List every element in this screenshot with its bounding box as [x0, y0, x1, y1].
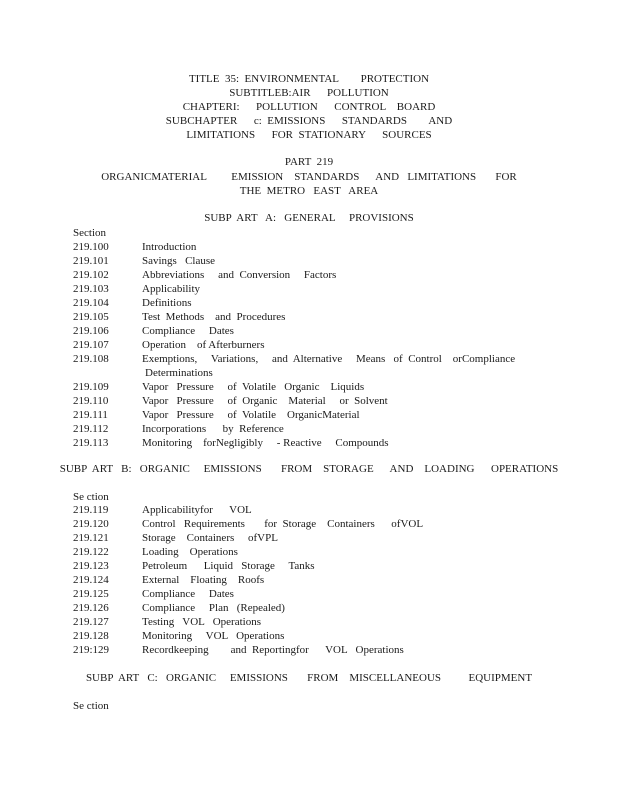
section-entry	[73, 422, 593, 436]
subtitle-line: SUBTITLEB:AIR POLLUTION	[229, 87, 389, 99]
section-number: 219.111	[73, 409, 108, 421]
subpart-a-heading: SUBP ART A: GENERAL PROVISIONS	[204, 212, 414, 224]
section-entry	[73, 408, 593, 422]
subpart-b-heading: SUBP ART B: ORGANIC EMISSIONS FROM STORAGE AND LOADING OPERATIONS	[59, 463, 559, 475]
section-title: Test Methods and Procedures	[142, 311, 286, 323]
section-number: 219.105	[73, 311, 109, 323]
section-number: 219.128	[73, 630, 109, 642]
section-title: Compliance Plan (Repealed)	[142, 602, 285, 614]
section-number: 219.107	[73, 339, 109, 351]
section-number: 219.113	[73, 437, 109, 449]
section-number: 219.124	[73, 574, 109, 586]
section-number: 219.120	[73, 518, 109, 530]
section-entry	[73, 282, 593, 296]
section-title: Incorporations by Reference	[142, 423, 284, 435]
section-entry	[73, 615, 593, 629]
subpart-c-heading: SUBP ART C: ORGANIC EMISSIONS FROM MISCELLANEOUS EQUIPMENT	[85, 672, 533, 684]
section-entry	[73, 643, 593, 657]
section-entry	[73, 573, 593, 587]
section-entry	[73, 629, 593, 643]
section-entry	[73, 254, 593, 268]
section-title: Testing VOL Operations	[142, 616, 261, 628]
section-entry	[73, 545, 593, 559]
part-title-line-2: THE METRO EAST AREA	[239, 185, 379, 197]
title-line: TITLE 35: ENVIRONMENTAL PROTECTION	[188, 73, 430, 85]
section-entry	[73, 338, 593, 352]
section-number: 219.127	[73, 616, 109, 628]
section-title: Compliance Dates	[142, 588, 234, 600]
section-number: 219.121	[73, 532, 109, 544]
section-number: 219.123	[73, 560, 109, 572]
section-title: Exemptions, Variations, and Alternative Means of Control orCompliance	[142, 353, 516, 365]
section-entry	[73, 296, 593, 310]
section-entry	[73, 310, 593, 324]
section-number: 219.112	[73, 423, 109, 435]
section-entry	[73, 531, 593, 545]
section-title: Vapor Pressure of Volatile Organic Liquids	[142, 381, 365, 393]
section-title: Recordkeeping and Reportingfor VOL Operations	[142, 644, 404, 656]
section-title-continued: Determinations	[145, 367, 213, 379]
section-number: 219.125	[73, 588, 109, 600]
section-entry	[73, 517, 593, 531]
section-entry	[73, 394, 593, 408]
section-title: Definitions	[142, 297, 192, 309]
section-number: 219:129	[73, 644, 110, 656]
section-entry	[73, 559, 593, 573]
section-entry	[73, 324, 593, 338]
section-number: 219.122	[73, 546, 109, 558]
section-number: 219.103	[73, 283, 109, 295]
section-number: 219.106	[73, 325, 109, 337]
section-title: Savings Clause	[142, 255, 216, 267]
section-title: Applicabilityfor VOL	[142, 504, 252, 516]
section-title: Applicability	[142, 283, 201, 295]
section-title: Vapor Pressure of Volatile OrganicMaterial	[142, 409, 360, 421]
section-title: Abbreviations and Conversion Factors	[142, 269, 337, 281]
section-label: Se ction	[73, 700, 109, 712]
section-entry	[73, 380, 593, 394]
section-title: Monitoring VOL Operations	[142, 630, 285, 642]
section-title: Introduction	[142, 241, 197, 253]
section-title: Vapor Pressure of Organic Material or Solvent	[142, 395, 388, 407]
section-number: 219.109	[73, 381, 109, 393]
section-number: 219.119	[73, 504, 109, 516]
section-number: 219.102	[73, 269, 109, 281]
section-number: 219.101	[73, 255, 109, 267]
section-label: Se ction	[73, 491, 109, 503]
section-title: Loading Operations	[142, 546, 238, 558]
section-title: Operation of Afterburners	[142, 339, 265, 351]
section-entry	[73, 503, 593, 517]
section-number: 219.126	[73, 602, 109, 614]
section-title: Compliance Dates	[142, 325, 234, 337]
section-number: 219.108	[73, 353, 109, 365]
section-entry	[73, 587, 593, 601]
section-title: Petroleum Liquid Storage Tanks	[142, 560, 315, 572]
section-title: Storage Containers ofVPL	[142, 532, 278, 544]
section-entry	[73, 352, 593, 379]
subchapter-line-2: LIMITATIONS FOR STATIONARY SOURCES	[186, 129, 432, 141]
section-title: Control Requirements for Storage Containers ofVOL	[142, 518, 424, 530]
section-entry	[73, 268, 593, 282]
part-title-line-1: ORGANICMATERIAL EMISSION STANDARDS AND LIMITATIONS FOR	[101, 171, 517, 183]
section-title: External Floating Roofs	[142, 574, 265, 586]
subchapter-line: SUBCHAPTER c: EMISSIONS STANDARDS AND	[165, 115, 453, 127]
section-title: Monitoring forNegligibly - Reactive Compounds	[142, 437, 389, 449]
section-number: 219.104	[73, 297, 109, 309]
section-entry	[73, 436, 593, 450]
section-entry	[73, 601, 593, 615]
part-number: PART 219	[284, 156, 334, 168]
chapter-line: CHAPTERI: POLLUTION CONTROL BOARD	[182, 101, 436, 113]
section-number: 219.110	[73, 395, 109, 407]
section-label: Section	[73, 227, 106, 239]
section-number: 219.100	[73, 241, 109, 253]
section-entry	[73, 240, 593, 254]
